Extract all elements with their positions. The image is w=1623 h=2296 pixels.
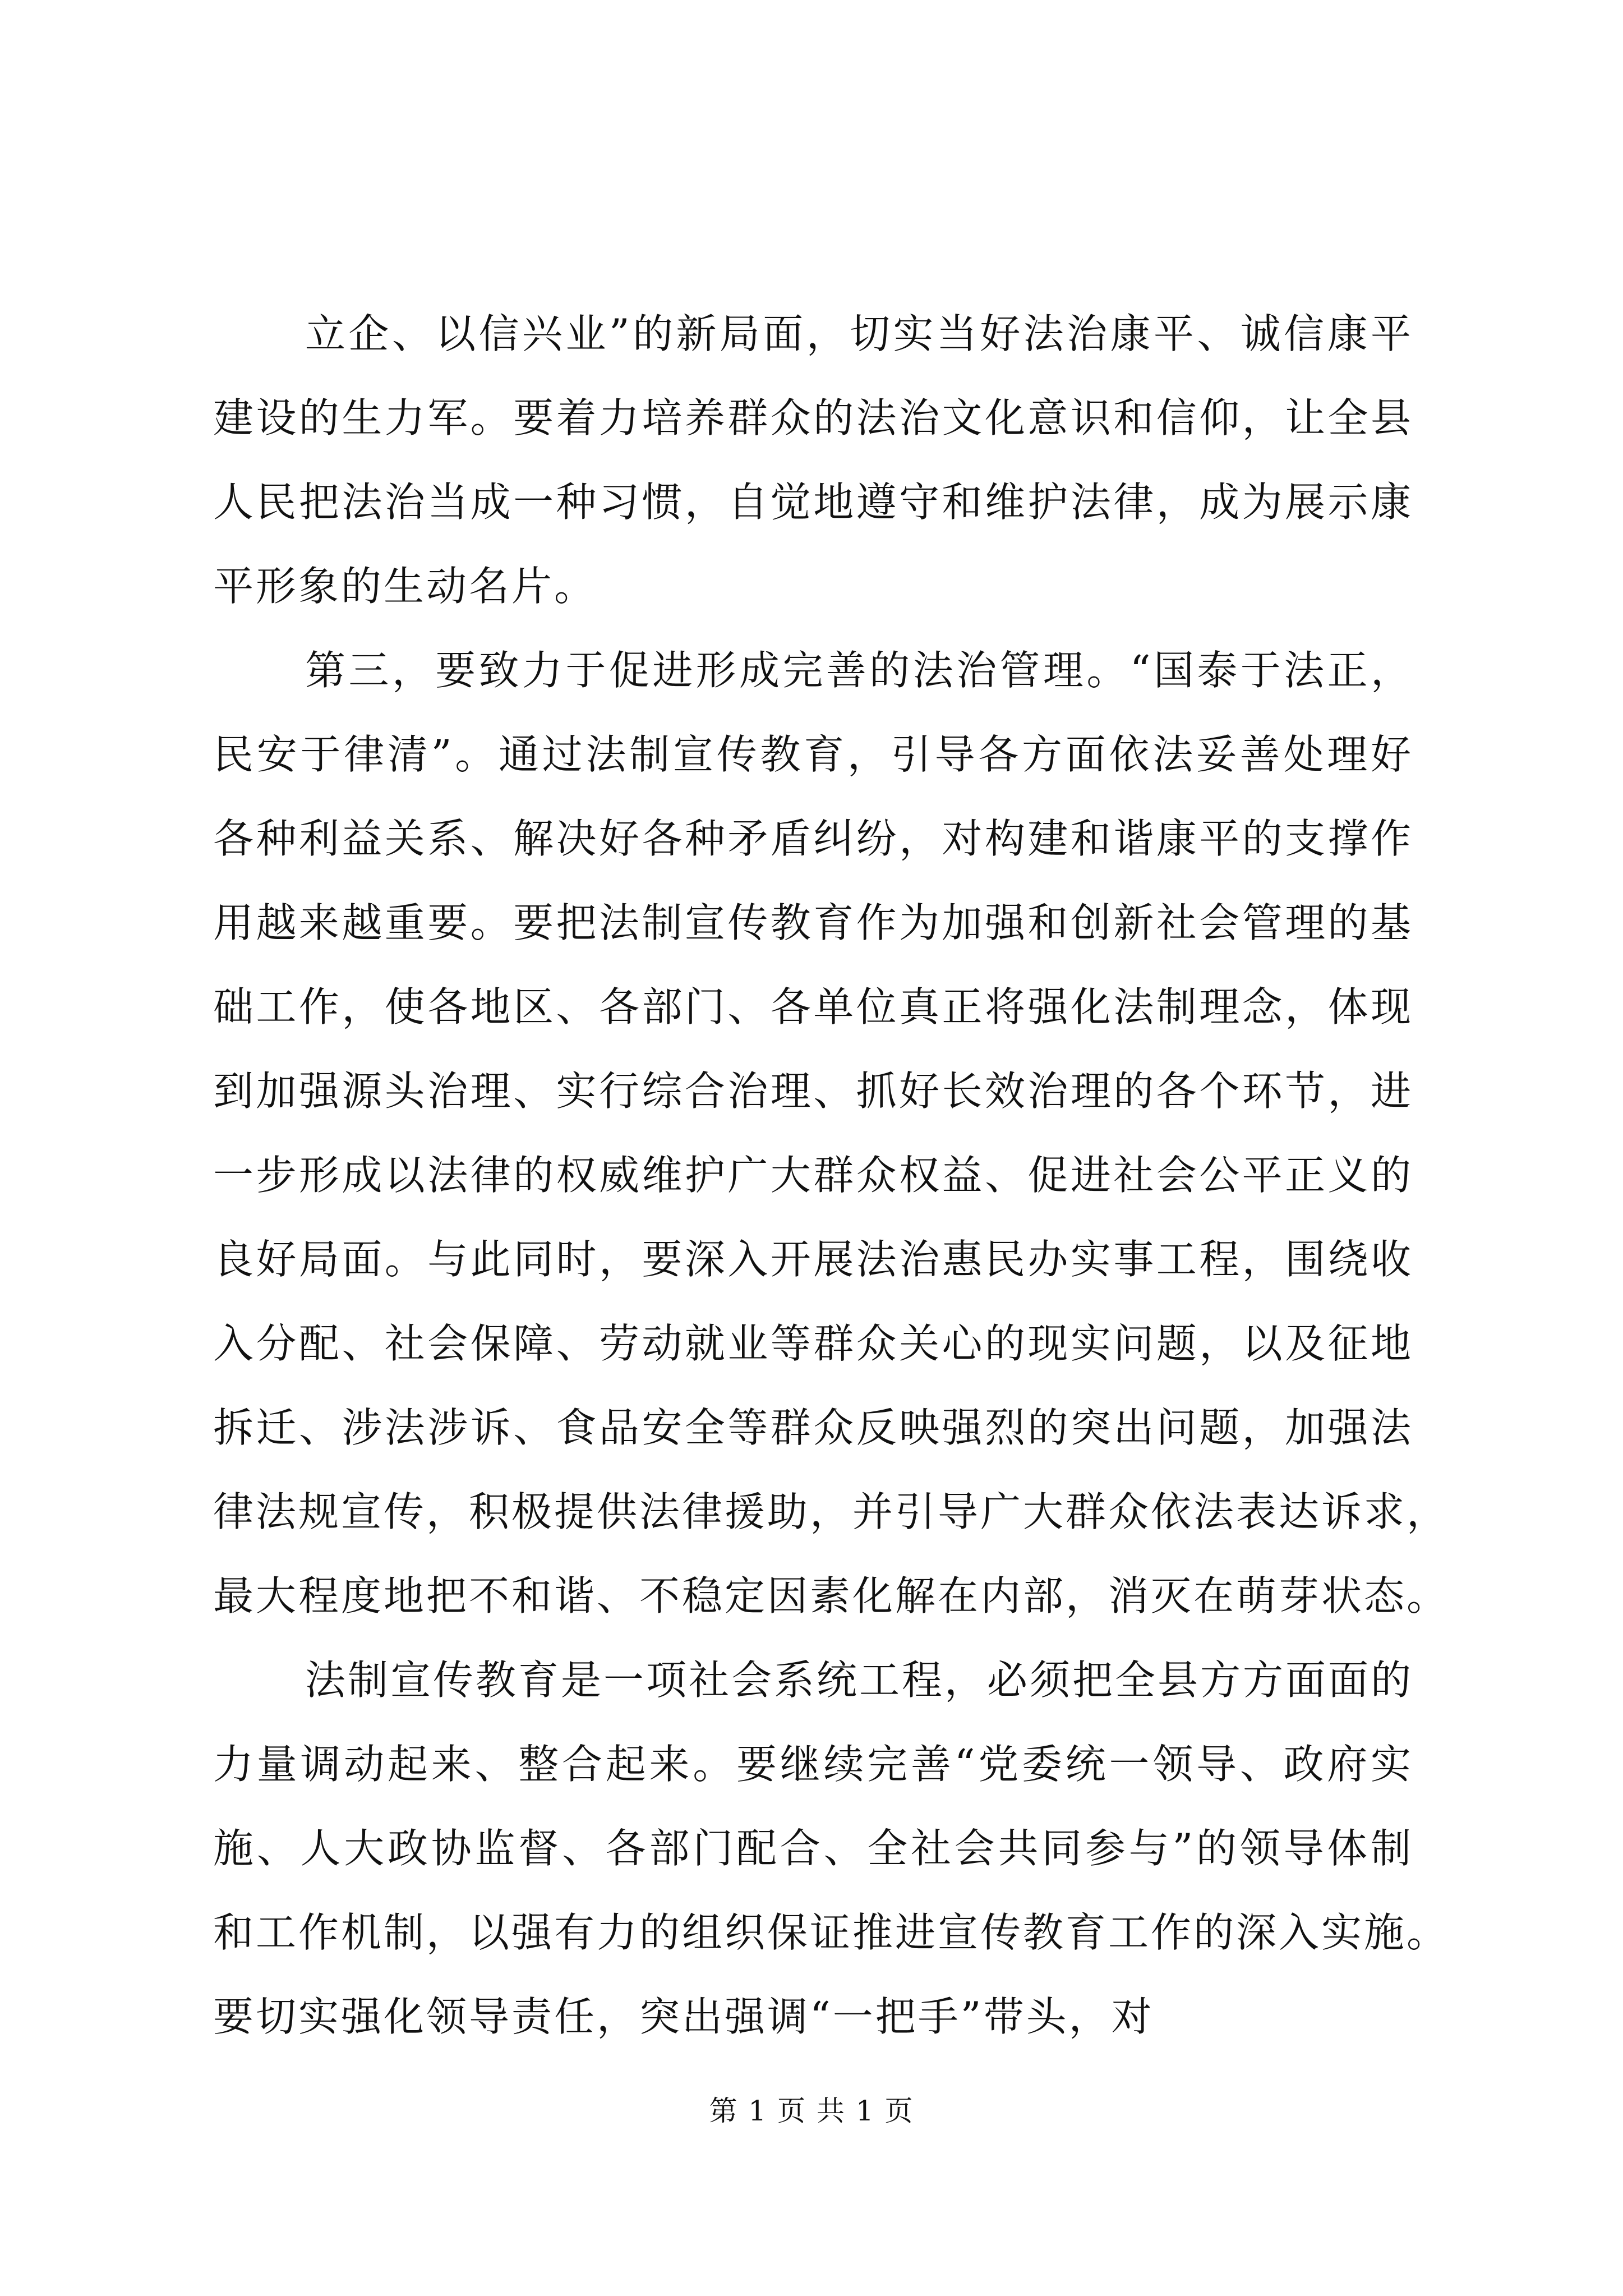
text-line-8: 用越来越重要。要把法制宣传教育作为加强和创新社会管理的基: [213, 899, 1413, 946]
text-line-1: 立企、以信兴业”的新局面，切实当好法治康平、诚信康平: [305, 310, 1413, 357]
text-line-12: 良好局面。与此同时，要深入开展法治惠民办实事工程，围绕收: [213, 1236, 1413, 1283]
text-line-13: 入分配、社会保障、劳动就业等群众关心的现实问题，以及征地: [213, 1320, 1413, 1367]
text-line-3: 人民把法治当成一种习惯，自觉地遵守和维护法律，成为展示康: [213, 478, 1413, 526]
text-line-2: 建设的生力军。要着力培养群众的法治文化意识和信仰，让全县: [213, 394, 1413, 441]
text-line-16: 最大程度地把不和谐、不稳定因素化解在内部，消灭在萌芽状态。: [213, 1572, 1450, 1619]
text-line-6: 民安于律清”。通过法制宣传教育，引导各方面依法妥善处理好: [213, 731, 1413, 778]
text-line-10: 到加强源头治理、实行综合治理、抓好长效治理的各个环节，进: [213, 1068, 1413, 1115]
text-line-18: 力量调动起来、整合起来。要继续完善“党委统一领导、政府实: [213, 1741, 1413, 1788]
text-line-9: 础工作，使各地区、各部门、各单位真正将强化法制理念，体现: [213, 983, 1413, 1030]
text-line-19: 施、人大政协监督、各部门配合、全社会共同参与”的领导体制: [213, 1825, 1413, 1872]
text-line-17: 法制宣传教育是一项社会系统工程，必须把全县方方面面的: [305, 1657, 1414, 1704]
text-line-20: 和工作机制，以强有力的组织保证推进宣传教育工作的深入实施。: [213, 1909, 1450, 1956]
page-footer: 第 1 页 共 1 页: [709, 2095, 914, 2127]
text-line-4: 平形象的生动名片。: [213, 563, 597, 610]
text-line-11: 一步形成以法律的权威维护广大群众权益、促进社会公平正义的: [213, 1152, 1413, 1199]
text-line-15: 律法规宣传，积极提供法律援助，并引导广大群众依法表达诉求，: [213, 1488, 1450, 1535]
text-line-14: 拆迁、涉法涉诉、食品安全等群众反映强烈的突出问题，加强法: [213, 1404, 1413, 1451]
text-line-7: 各种利益关系、解决好各种矛盾纠纷，对构建和谐康平的支撑作: [213, 815, 1413, 862]
text-line-5: 第三，要致力于促进形成完善的法治管理。“国泰于法正，: [305, 647, 1413, 694]
text-line-21: 要切实强化领导责任，突出强调“一把手”带头，对: [213, 1993, 1154, 2040]
